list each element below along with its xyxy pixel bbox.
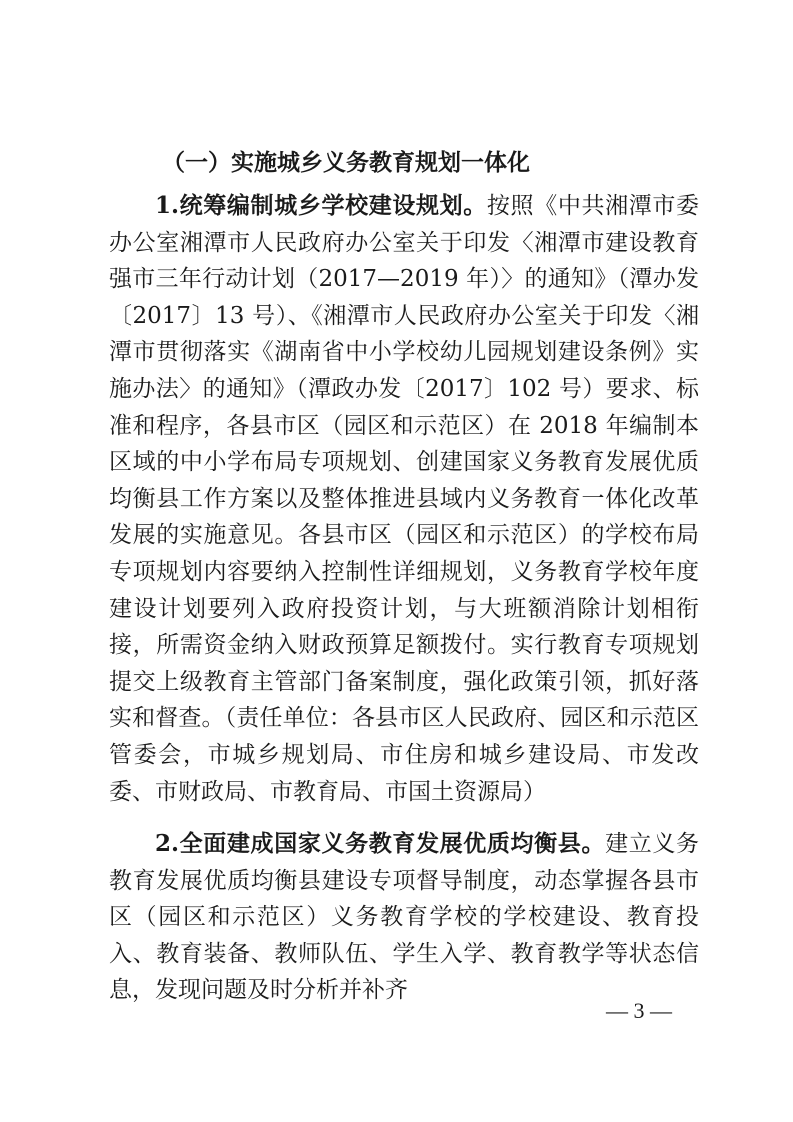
section-heading: （一）实施城乡义务教育规划一体化	[162, 149, 530, 176]
page-number: — 3 —	[606, 998, 672, 1023]
paragraph-2-body: 建立义务教育发展优质均衡县建设专项督导制度，动态掌握各县市区（园区和示范区）义务教育学校的学校建设、教育投入、教育装备、教师队伍、学生入学、教育教学等状态信息，发现问题及时分析并补齐	[109, 831, 700, 1004]
paragraph-2-lead: 2.全面建成国家义务教育发展优质均衡县。	[155, 830, 606, 857]
paragraph-2	[109, 826, 699, 1009]
paragraph-1-body: 按照《中共湘潭市委办公室湘潭市人民政府办公室关于印发〈湘潭市建设教育强市三年行动计划（2017—2019 年）〉的通知》（潭办发〔2017〕13 号）、《湘潭市人民政府办公室关于印发〈湘潭市贯彻落实《湖南省中小学校幼儿园规划建设条例》实施办法〉的通知》（潭政办发〔2017〕102 号）要求、标准和程序，各县市区（园区和示范区）在 2018 年编制本区域的中小学布局专项规划、创建国家义务教育发展优质均衡县工作方案以及整体推进县域内义务教育一体化改革发展的实施意见。各县市区（园区和示范区）的学校布局专项规划内容要纳入控制性详细规划，义务教育学校年度建设计划要列入政府投资计划，与大班额消除计划相衔接，所需资金纳入财政预算足额拨付。实行教育专项规划提交上级教育主管部门备案制度，强化政策引领，抓好落实和督查。（责任单位：各县市区人民政府、园区和示范区管委会，市城乡规划局、市住房和城乡建设局、市发改委、市财政局、市教育局、市国土资源局）	[109, 193, 700, 805]
paragraph-1-lead: 1.统筹编制城乡学校建设规划。	[155, 192, 487, 219]
paragraph-1	[109, 188, 699, 810]
